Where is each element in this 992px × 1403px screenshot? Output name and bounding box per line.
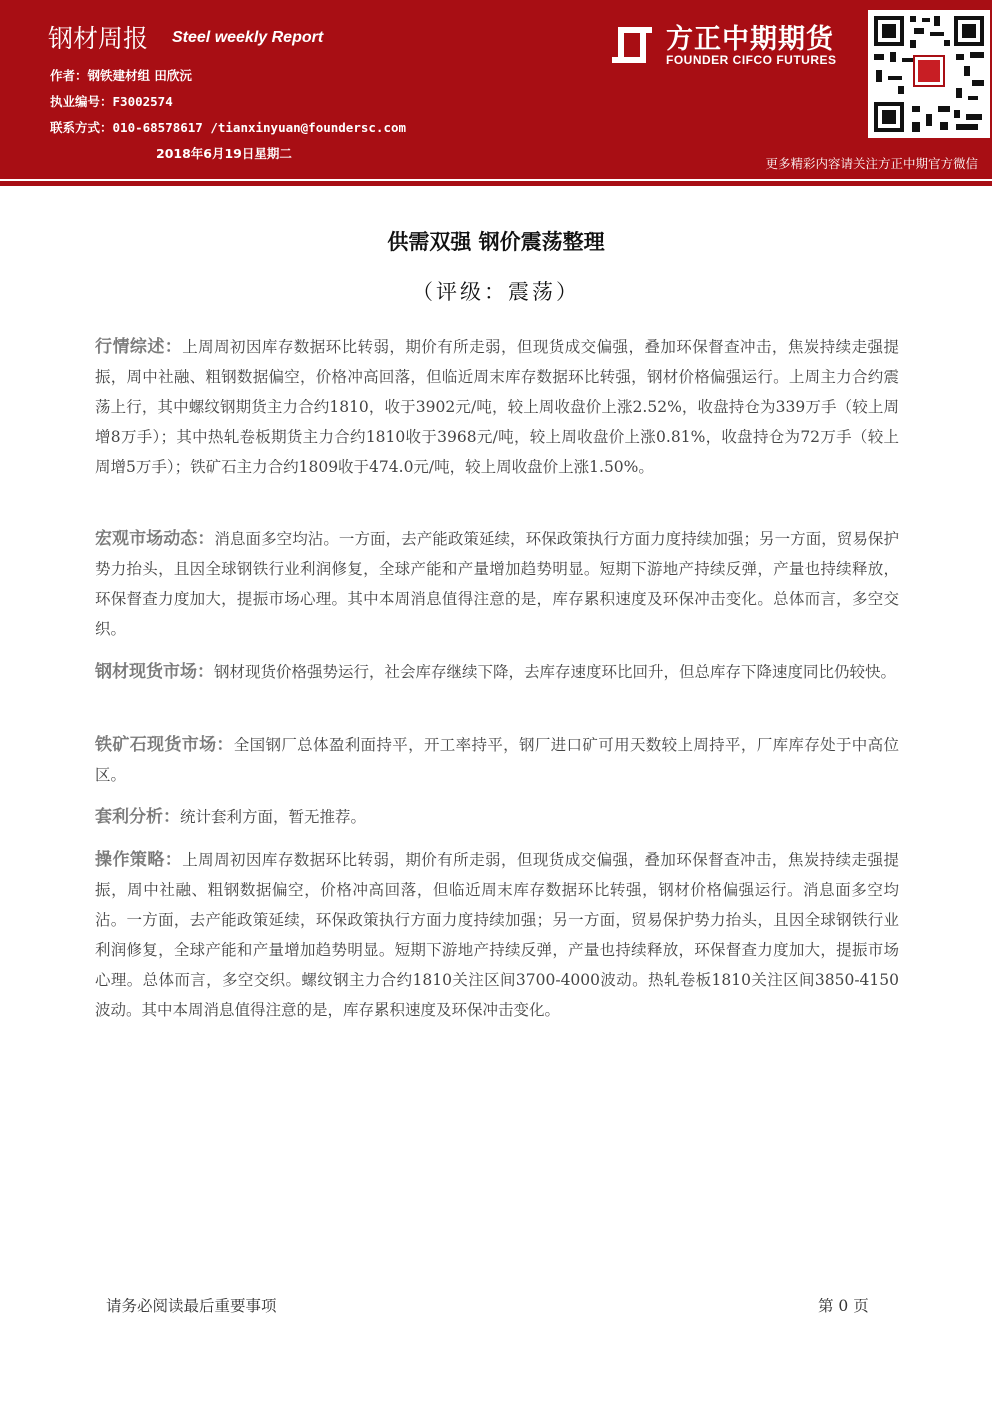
contact-label: 联系方式： <box>50 120 113 135</box>
section-label: 行情综述： <box>95 337 183 357</box>
section-text: 全国钢厂总体盈利面持平，开工率持平，钢厂进口矿可用天数较上周持平，厂库库存处于中高位区。 <box>95 736 899 784</box>
license-value: F3002574 <box>112 94 173 109</box>
wechat-qr-code <box>868 10 990 138</box>
license-line <box>50 92 173 110</box>
company-logo-icon <box>608 21 656 69</box>
section-text: 统计套利方面，暂无推荐。 <box>180 808 367 826</box>
contact-value: 010-68578617 /tianxinyuan@foundersc.com <box>112 120 407 135</box>
follow-wechat-note: 更多精彩内容请关注方正中期官方微信 <box>765 156 978 171</box>
section-text: 消息面多空均沾。一方面，去产能政策延续，环保政策执行方面力度持续加强；另一方面，贸易保护势力抬头，且因全球钢铁行业利润修复，全球产能和产量增加趋势明显。短期下游地产持续反弹，产量也持续释放，环保督查力度加大，提振市场心理。其中本周消息值得注意的是，库存累积速度及环保冲击变化。总体而言，多空交织。 <box>95 530 899 638</box>
author-line <box>50 66 192 84</box>
section-text: 上周周初因库存数据环比转弱，期价有所走弱，但现货成交偏强，叠加环保督查冲击，焦炭持续走强提振，周中社融、粗钢数据偏空，价格冲高回落，但临近周末库存数据环比转强，钢材价格偏强运行。上周主力合约震荡上行，其中螺纹钢期货主力合约1810，收于3902元/吨，较上周收盘价上涨2.52%，收盘持仓为339万手（较上周增8万手）；其中热轧卷板期货主力合约1810收于3968元/吨，较上周收盘价上涨0.81%，收盘持仓为72万手（较上周增5万手）；铁矿石主力合约1809收于474.0元/吨，较上周收盘价上涨1.50%。 <box>95 338 899 476</box>
author-value: 钢铁建材组 田欣沅 <box>87 68 192 83</box>
section-market-review <box>95 332 899 482</box>
contact-line <box>50 118 406 136</box>
section-label: 钢材现货市场： <box>95 662 214 682</box>
logo-chinese-name: 方正中期期货 <box>666 24 834 55</box>
report-title: 钢材周报 <box>48 24 149 53</box>
section-strategy <box>95 845 899 1025</box>
license-label: 执业编号： <box>50 94 113 109</box>
page-number: 第 0 页 <box>818 1297 869 1315</box>
section-text: 上周周初因库存数据环比转弱，期价有所走弱，但现货成交偏强，叠加环保督查冲击，焦炭持续走强提振，周中社融、粗钢数据偏空，价格冲高回落，但临近周末库存数据环比转强，钢材价格偏强运行。消息面多空均沾。一方面，去产能政策延续，环保政策执行方面力度持续加强；另一方面，贸易保护势力抬头，且因全球钢铁行业利润修复，全球产能和产量增加趋势明显。短期下游地产持续反弹，产量也持续释放，环保督查力度加大，提振市场心理。总体而言，多空交织。螺纹钢主力合约1810关注区间3700-4000波动。热轧卷板1810关注区间3850-4150波动。其中本周消息值得注意的是，库存累积速度及环保冲击变化。 <box>95 851 899 1019</box>
rating: （评级：震荡） <box>412 280 580 304</box>
section-iron-ore-spot <box>95 730 899 790</box>
section-text: 钢材现货价格强势运行，社会库存继续下降，去库存速度环比回升，但总库存下降速度同比仍较快。 <box>214 663 897 681</box>
page-title: 供需双强 钢价震荡整理 <box>387 230 605 254</box>
report-subtitle: Steel weekly Report <box>172 29 324 46</box>
logo-english-name: FOUNDER CIFCO FUTURES <box>666 53 837 67</box>
section-label: 铁矿石现货市场： <box>95 735 234 755</box>
report-header <box>0 0 992 176</box>
section-steel-spot <box>95 657 899 687</box>
section-label: 套利分析： <box>95 807 180 827</box>
header-divider <box>0 176 992 186</box>
section-label: 操作策略： <box>95 850 183 870</box>
author-label: 作者： <box>50 68 88 83</box>
report-date: 2018年6月19日星期二 <box>156 146 292 161</box>
section-macro <box>95 524 899 644</box>
section-arbitrage <box>95 802 899 832</box>
section-label: 宏观市场动态： <box>95 529 215 549</box>
company-logo <box>608 15 868 71</box>
footer-notice: 请务必阅读最后重要事项 <box>106 1297 277 1315</box>
